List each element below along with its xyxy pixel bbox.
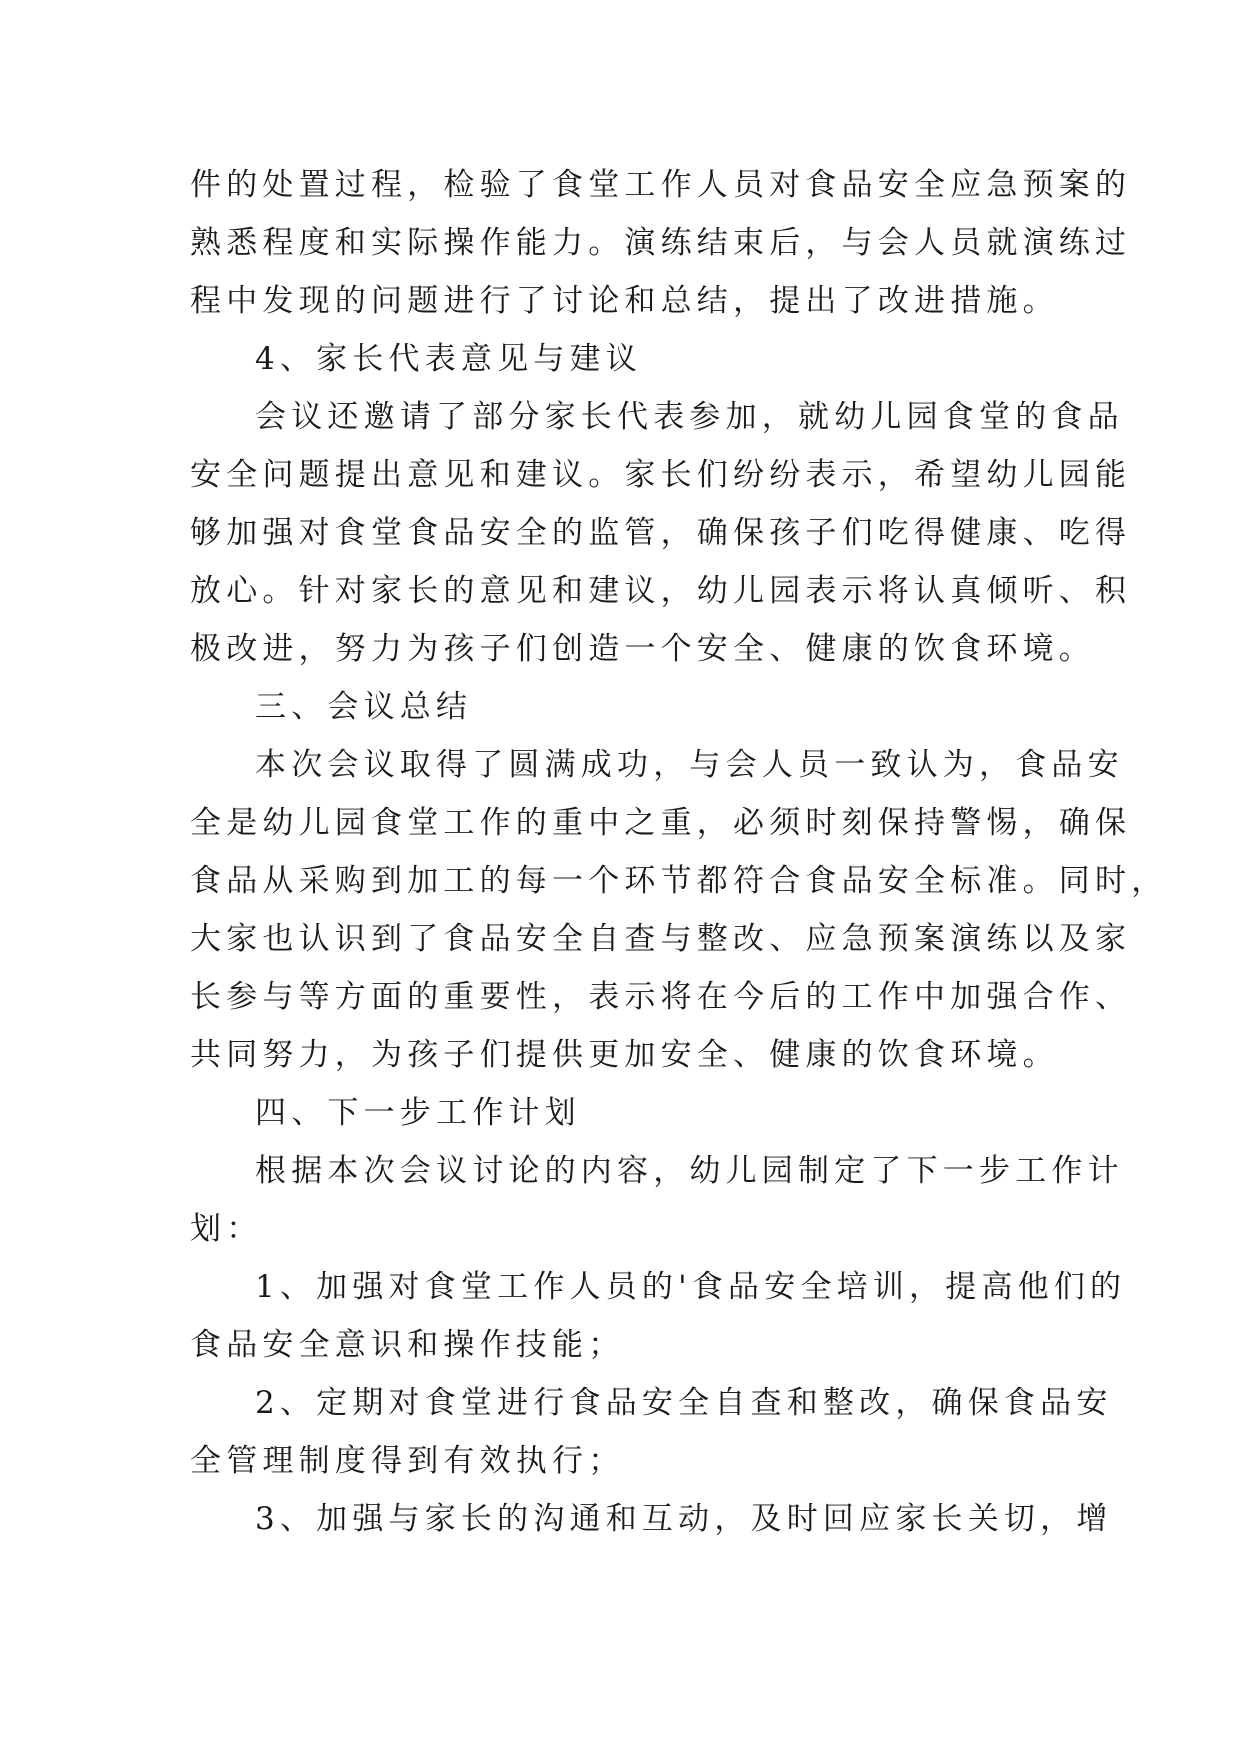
text-line: 全是幼儿园食堂工作的重中之重，必须时刻保持警惕，确保: [190, 805, 1132, 841]
text-line: 安全问题提出意见和建议。家长们纷纷表示，希望幼儿园能: [190, 457, 1132, 493]
text-line: 划：: [190, 1211, 263, 1247]
text-line: 会议还邀请了部分家长代表参加，就幼儿园食堂的食品: [255, 399, 1124, 435]
text-line: 极改进，努力为孩子们创造一个安全、健康的饮食环境。: [190, 631, 1095, 667]
text-line: 长参与等方面的重要性，表示将在今后的工作中加强合作、: [190, 979, 1132, 1015]
text-line: 本次会议取得了圆满成功，与会人员一致认为，食品安: [255, 747, 1124, 783]
list-item: 2、定期对食堂进行食品安全自查和整改，确保食品安: [255, 1385, 1113, 1421]
text-line: 件的处置过程，检验了食堂工作人员对食品安全应急预案的: [190, 167, 1132, 203]
document-body: [190, 156, 1168, 1548]
section-heading: 4、家长代表意见与建议: [255, 341, 642, 377]
text-line: 全管理制度得到有效执行；: [190, 1443, 625, 1479]
text-line: 程中发现的问题进行了讨论和总结，提出了改进措施。: [190, 283, 1059, 319]
section-heading: 四、下一步工作计划: [255, 1095, 581, 1131]
text-line: 食品从采购到加工的每一个环节都符合食品安全标准。同时，: [190, 863, 1168, 899]
text-line: 食品安全意识和操作技能；: [190, 1327, 625, 1363]
section-heading: 三、会议总结: [255, 689, 473, 725]
text-line: 共同努力，为孩子们提供更加安全、健康的饮食环境。: [190, 1037, 1059, 1073]
text-line: 熟悉程度和实际操作能力。演练结束后，与会人员就演练过: [190, 225, 1132, 261]
text-line: 放心。针对家长的意见和建议，幼儿园表示将认真倾听、积: [190, 573, 1132, 609]
list-item: 1、加强对食堂工作人员的'食品安全培训，提高他们的: [255, 1269, 1127, 1305]
text-line: 根据本次会议讨论的内容，幼儿园制定了下一步工作计: [255, 1153, 1124, 1189]
text-line: 大家也认识到了食品安全自查与整改、应急预案演练以及家: [190, 921, 1132, 957]
text-line: 够加强对食堂食品安全的监管，确保孩子们吃得健康、吃得: [190, 515, 1132, 551]
list-item: 3、加强与家长的沟通和互动，及时回应家长关切，增: [255, 1501, 1113, 1537]
